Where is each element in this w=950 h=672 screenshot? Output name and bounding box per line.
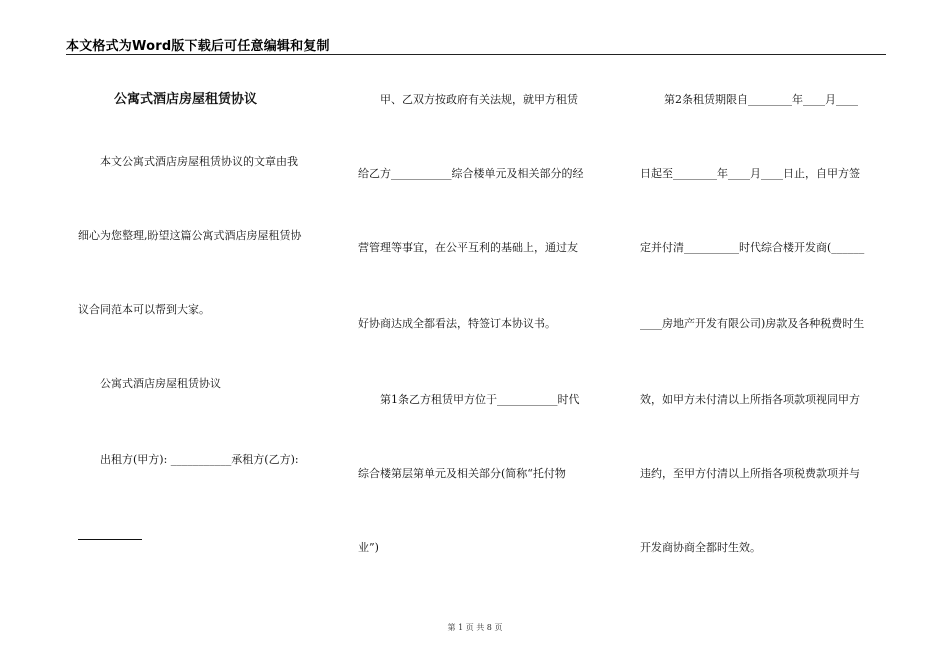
paragraph-line: 业”) [358,541,379,554]
party-line: 出租方(甲方): ___________承租方(乙方): [100,453,299,466]
paragraph-line: 好协商达成全都看法，特签订本协议书。 [358,317,556,330]
paragraph-line: 违约，至甲方付清以上所指各项税费款项并与 [640,467,860,480]
page-number: 第 1 页 共 8 页 [447,623,503,632]
clause-line: 第2条租赁期限自________年____月____ [664,93,858,106]
paragraph-line: 甲、乙双方按政府有关法规，就甲方租赁 [380,93,578,106]
paragraph-line: 定并付清__________时代综合楼开发商(______ [640,241,865,254]
text-column-2 [358,0,613,600]
paragraph-line: 效，如甲方未付清以上所指各项款项视同甲方 [640,393,860,406]
paragraph-line: 日起至________年____月____日止，自甲方签 [640,167,860,180]
paragraph-line: 营管理等事宜，在公平互利的基础上，通过友 [358,241,578,254]
paragraph-line: 议合同范本可以帮到大家。 [78,303,210,316]
paragraph-line: 综合楼第层第单元及相关部分(简称“托付物 [358,467,566,480]
text-column-1 [78,0,328,600]
blank-fill-line [78,539,142,540]
header-title: 本文格式为Word版下载后可任意编辑和复制 [66,39,330,54]
paragraph-line: 开发商协商全都时生效。 [640,541,761,554]
section-title: 公寓式酒店房屋租赁协议 [100,377,221,390]
paragraph-line: ____房地产开发有限公司)房款及各种税费时生 [640,317,865,330]
document-title: 公寓式酒店房屋租赁协议 [114,92,258,107]
text-column-3 [640,0,890,600]
clause-line: 第1条乙方租赁甲方位于___________时代 [380,393,580,406]
paragraph-line: 本文公寓式酒店房屋租赁协议的文章由我 [100,155,298,168]
paragraph-line: 给乙方___________综合楼单元及相关部分的经 [358,167,584,180]
paragraph-line: 细心为您整理,盼望这篇公寓式酒店房屋租赁协 [78,229,302,242]
